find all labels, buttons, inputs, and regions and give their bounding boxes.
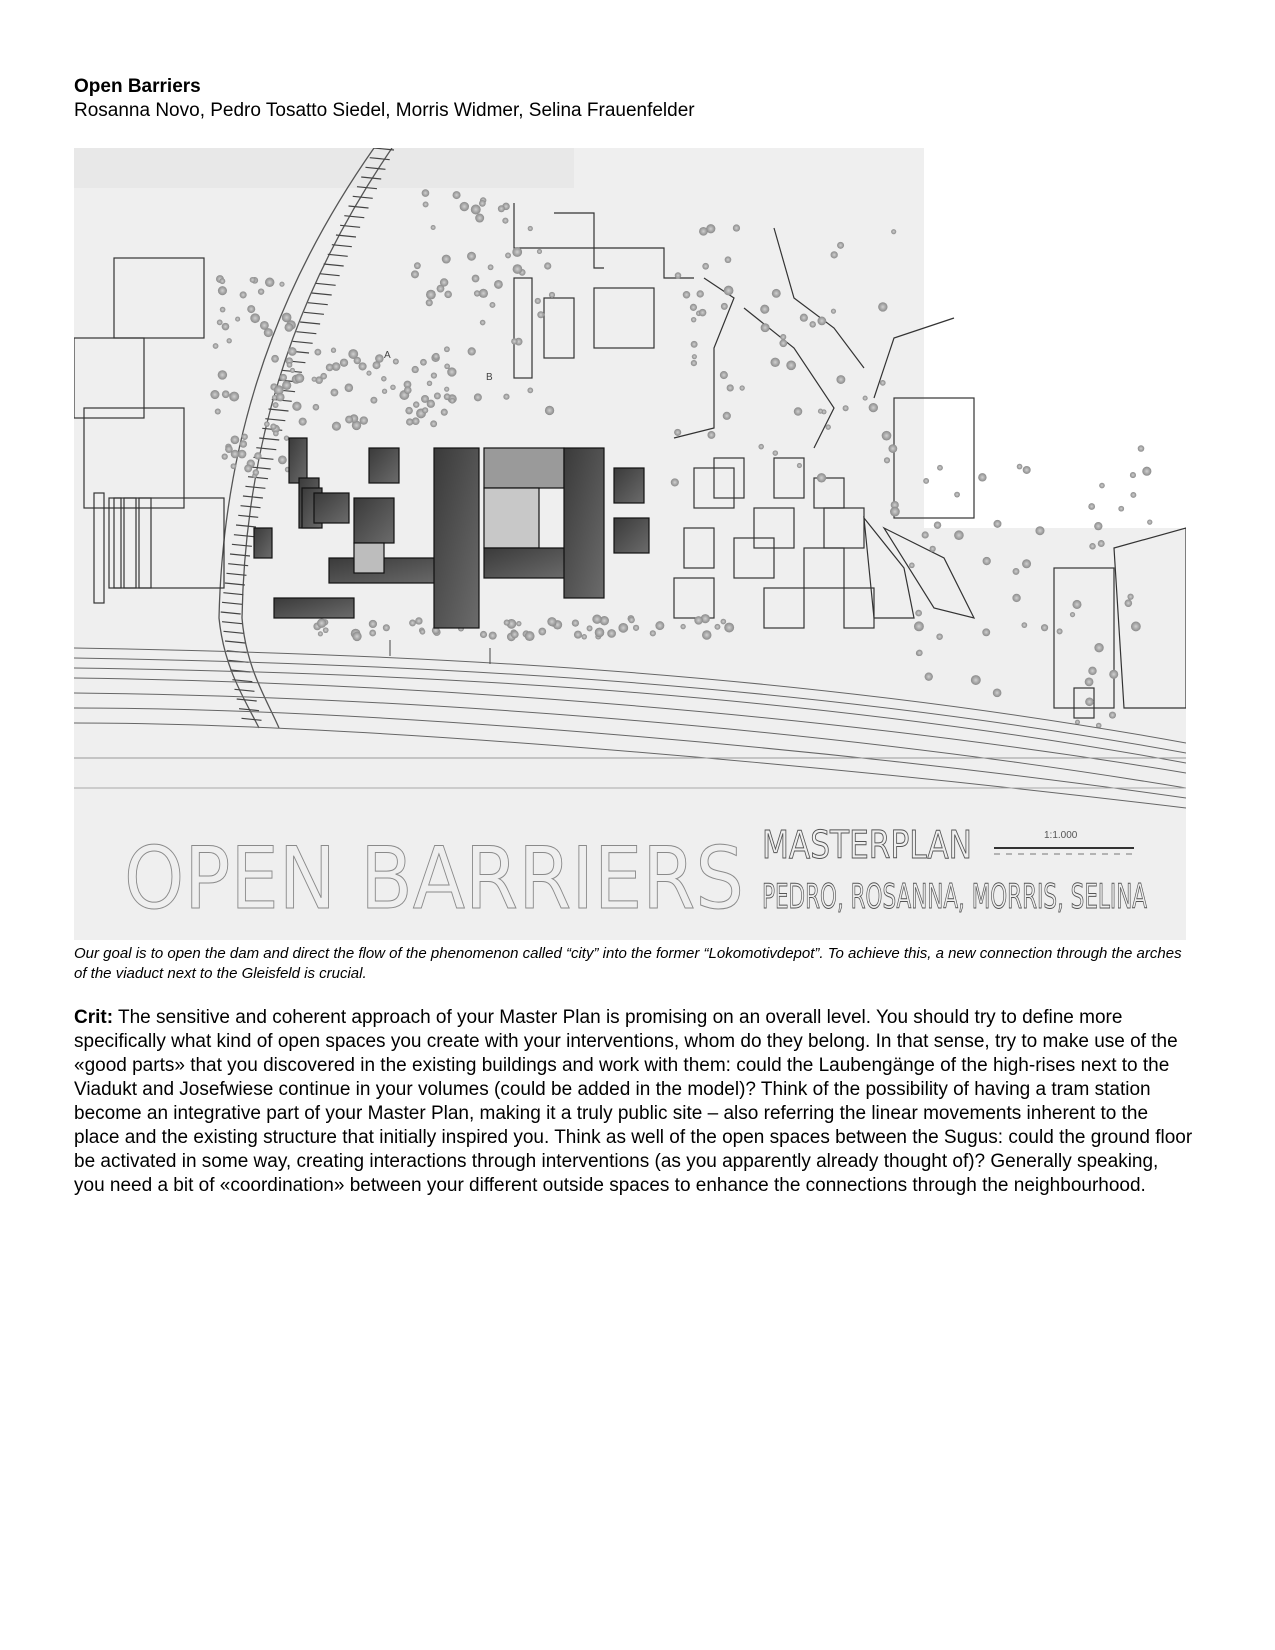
tree <box>1085 677 1094 686</box>
tree <box>299 418 307 426</box>
tree <box>888 444 897 453</box>
tree <box>240 440 248 448</box>
tree <box>884 457 890 463</box>
tree <box>1035 526 1044 535</box>
tree <box>250 277 256 283</box>
tree <box>489 632 497 640</box>
tree <box>280 374 287 381</box>
tree <box>479 200 486 207</box>
tree <box>837 242 844 249</box>
tree <box>971 675 981 685</box>
tree <box>250 313 260 323</box>
tree <box>345 384 354 393</box>
tree <box>843 405 849 411</box>
tree <box>513 264 523 274</box>
tree <box>320 373 327 380</box>
tree <box>954 530 964 540</box>
tree <box>675 272 681 278</box>
tree <box>431 372 437 378</box>
tree <box>721 619 727 625</box>
tree <box>535 298 541 304</box>
tree <box>1017 464 1023 470</box>
tree <box>340 359 348 367</box>
tree <box>760 305 769 314</box>
tree <box>215 409 221 415</box>
tree <box>937 465 943 471</box>
tree <box>231 435 240 444</box>
tree <box>444 291 452 299</box>
tree <box>406 418 413 425</box>
tree <box>628 617 635 624</box>
tree <box>282 313 292 323</box>
tree <box>240 291 247 298</box>
tree <box>633 625 639 631</box>
tree <box>772 289 781 298</box>
tree <box>1057 628 1063 634</box>
tree <box>235 317 240 322</box>
tree <box>880 380 886 386</box>
tree <box>295 373 305 383</box>
tree <box>758 444 763 449</box>
tree <box>707 431 715 439</box>
crit-paragraph <box>74 1006 1194 1198</box>
tree <box>285 323 294 332</box>
tree <box>1072 600 1081 609</box>
tree <box>1118 506 1124 512</box>
tree <box>217 319 223 325</box>
tree <box>739 385 744 390</box>
crit-text: The sensitive and coherent approach of your Master Plan is promising on an overall level. You should try to define more specifically what kind of open spaces you create with your interventions, whom do they belong. In that sense, try to make use of the «good parts» that you discovered in the existing buildings and work with them: could the Laubengänge of the high-rises next to the Viadukt and Josefwiese continue in your volumes (could be added in the model)? Think of the possibility of having a tram station become an integrative part of your Master Plan, making it a truly public site – also referring the linear movements inherent to the place and the existing structure that initially inspired you. Think as well of the open spaces between the Sugus: could the ground floor be activated in some way, creating interactions through interventions (as you apparently already thought of)? Generally speaking, you need a bit of «coordination» between your different outside spaces to enhance the connections through the neighbourhood. <box>74 1007 1193 1196</box>
tree <box>761 323 770 332</box>
tree <box>572 619 579 626</box>
tree <box>412 366 419 373</box>
tree <box>258 288 264 294</box>
drawing-subtitle: MASTERPLAN <box>762 823 972 867</box>
tree <box>1089 543 1095 549</box>
tree <box>414 262 421 269</box>
tree <box>909 563 915 569</box>
tree <box>512 247 522 257</box>
tree <box>409 619 416 626</box>
tree <box>547 617 556 626</box>
tree <box>724 623 734 633</box>
tree <box>488 264 494 270</box>
tree <box>279 282 284 287</box>
tree <box>545 406 554 415</box>
tree <box>595 628 605 638</box>
tree <box>472 275 480 283</box>
tree <box>516 621 521 626</box>
tree <box>891 229 896 234</box>
tree <box>982 628 990 636</box>
tree <box>1094 522 1102 530</box>
tree <box>312 377 317 382</box>
tree <box>724 286 734 296</box>
tree <box>1125 599 1133 607</box>
tree <box>467 252 476 261</box>
tree <box>592 614 601 623</box>
document-title: Open Barriers <box>74 76 201 97</box>
tree <box>415 617 422 624</box>
tree <box>1070 612 1075 617</box>
tree <box>218 286 227 295</box>
tree <box>475 214 484 223</box>
tree <box>721 303 728 310</box>
tree <box>288 347 297 356</box>
tree <box>1109 670 1118 679</box>
tree <box>370 397 377 404</box>
masterplan-drawing <box>74 148 1186 940</box>
tree <box>271 355 279 363</box>
tree <box>244 464 252 472</box>
tree <box>313 404 320 411</box>
tree <box>423 201 429 207</box>
tree <box>359 362 367 370</box>
tree <box>537 311 544 318</box>
tree <box>430 420 437 427</box>
tree <box>231 463 237 469</box>
tree <box>582 634 587 639</box>
tree <box>326 364 334 372</box>
tree <box>794 407 802 415</box>
tree <box>442 255 451 264</box>
tree <box>323 627 329 633</box>
tree <box>490 302 496 308</box>
tree <box>222 390 230 398</box>
tree <box>314 349 321 356</box>
tree <box>229 392 239 402</box>
tree <box>278 455 287 464</box>
tree <box>453 191 461 199</box>
tree <box>427 400 435 408</box>
tree <box>923 478 929 484</box>
tree <box>882 431 892 441</box>
tree <box>498 205 505 212</box>
tree <box>773 450 779 456</box>
tree <box>733 224 740 231</box>
tree <box>503 394 509 400</box>
tree <box>779 339 787 347</box>
tree <box>276 393 285 402</box>
tree <box>878 302 887 311</box>
tree <box>474 393 482 401</box>
tree <box>1013 568 1020 575</box>
tree <box>607 629 616 638</box>
tree <box>537 249 542 254</box>
tree <box>683 291 690 298</box>
tree <box>1098 540 1105 547</box>
tree <box>915 610 922 617</box>
tree <box>318 631 323 636</box>
tree <box>809 321 815 327</box>
tree <box>317 619 326 628</box>
tree <box>618 623 628 633</box>
tree <box>936 633 942 639</box>
tree <box>869 403 878 412</box>
tree <box>994 520 1002 528</box>
tree <box>699 227 708 236</box>
tree <box>1130 472 1136 478</box>
tree <box>253 469 259 475</box>
authors-line: Rosanna Novo, Pedro Tosatto Siedel, Morris Widmer, Selina Frauenfelder <box>74 100 695 121</box>
tree <box>544 262 551 269</box>
tree <box>1094 643 1103 652</box>
tree <box>702 263 709 270</box>
tree <box>227 338 232 343</box>
tree <box>270 424 276 430</box>
tree <box>797 463 802 468</box>
tree <box>993 689 1002 698</box>
tree <box>494 280 503 289</box>
tree <box>444 387 449 392</box>
tree <box>863 396 868 401</box>
tree <box>691 317 696 322</box>
tree <box>831 309 836 314</box>
tree <box>922 531 929 538</box>
tree <box>426 290 436 300</box>
tree <box>1142 467 1151 476</box>
tree <box>1041 624 1048 631</box>
drawing-names: PEDRO, ROSANNA, MORRIS, SELINA <box>762 877 1147 917</box>
tree <box>691 341 698 348</box>
tree <box>241 434 247 440</box>
tree <box>694 616 703 625</box>
tree <box>273 431 279 437</box>
tree <box>360 416 368 424</box>
tree <box>366 371 371 376</box>
tree <box>697 290 704 297</box>
tree <box>265 278 274 287</box>
tree <box>502 218 508 224</box>
tree <box>393 358 399 364</box>
tree <box>290 368 295 373</box>
tree <box>426 299 433 306</box>
tree <box>511 630 519 638</box>
tree <box>1021 622 1027 628</box>
tree <box>1088 667 1096 675</box>
tree <box>914 621 924 631</box>
tree <box>260 321 269 330</box>
tree <box>264 421 270 427</box>
tree <box>505 252 511 258</box>
tree <box>247 305 255 313</box>
tree <box>411 270 419 278</box>
section-marker-b: B <box>486 372 493 383</box>
tree <box>345 416 353 424</box>
tree <box>671 478 679 486</box>
tree <box>431 225 436 230</box>
tree <box>1012 594 1020 602</box>
tree <box>527 388 533 394</box>
tree <box>817 317 826 326</box>
tree <box>474 290 480 296</box>
tree <box>273 402 279 408</box>
tree <box>210 390 219 399</box>
section-marker-a: A <box>384 350 391 361</box>
tree <box>655 621 664 630</box>
tree <box>480 631 487 638</box>
tree <box>1130 492 1136 498</box>
drawing-scale: 1:1.000 <box>1044 830 1078 841</box>
tree <box>1127 594 1133 600</box>
tree <box>292 402 301 411</box>
tree <box>1109 712 1116 719</box>
tree <box>511 338 517 344</box>
tree <box>890 507 900 517</box>
tree <box>460 202 469 211</box>
tree <box>441 409 448 416</box>
tree <box>369 620 377 628</box>
tree <box>1088 503 1095 510</box>
tree <box>282 381 291 390</box>
tree <box>725 256 732 263</box>
tree <box>934 521 941 528</box>
tree <box>714 624 720 630</box>
tree <box>284 435 289 440</box>
drawing-main-title: OPEN BARRIERS <box>124 829 744 929</box>
tree <box>930 546 936 552</box>
tree <box>427 381 432 386</box>
tree <box>254 452 261 459</box>
tree <box>818 409 823 414</box>
tree <box>369 630 376 637</box>
tree <box>449 398 455 404</box>
tree <box>447 367 456 376</box>
tree <box>331 348 336 353</box>
tree <box>404 386 412 394</box>
tree <box>817 473 826 482</box>
tree <box>650 630 656 636</box>
tree <box>1023 466 1031 474</box>
tree <box>692 354 697 359</box>
tree <box>528 226 533 231</box>
tree <box>549 292 555 298</box>
tree <box>674 429 681 436</box>
tree <box>1085 697 1094 706</box>
tree <box>420 629 426 635</box>
tree <box>720 371 728 379</box>
tree <box>373 361 381 369</box>
tree <box>836 375 845 384</box>
tree <box>800 314 808 322</box>
crit-label: Crit: <box>74 1007 114 1028</box>
tree <box>954 492 960 498</box>
tree <box>723 412 731 420</box>
tree <box>468 347 476 355</box>
tree <box>978 473 986 481</box>
tree <box>691 360 697 366</box>
tree <box>422 407 428 413</box>
tree <box>222 454 228 460</box>
tree <box>538 628 546 636</box>
tree <box>525 631 535 641</box>
tree <box>405 407 413 415</box>
figure-caption: Our goal is to open the dam and direct the flow of the phenomenon called “city” into the former “Lokomotivdepot”. To achieve this, a new connection through the arches of the viaduct next to the Gleisfeld is crucial. <box>74 945 1182 982</box>
tree <box>925 672 933 680</box>
tree <box>825 424 830 429</box>
tree <box>471 204 481 214</box>
tree <box>444 393 451 400</box>
tree <box>352 632 361 641</box>
tree <box>831 251 838 258</box>
tree <box>413 401 419 407</box>
tree <box>1147 519 1152 524</box>
tree <box>1022 559 1031 568</box>
tree <box>1099 483 1105 489</box>
tree <box>770 358 779 367</box>
tree <box>1131 622 1141 632</box>
tree <box>218 370 227 379</box>
tree <box>480 320 486 326</box>
tree <box>440 278 448 286</box>
tree <box>381 376 386 381</box>
tree <box>786 360 796 370</box>
tree <box>699 309 707 317</box>
tree <box>916 650 922 656</box>
tree <box>287 362 293 368</box>
tree <box>680 624 685 629</box>
tree <box>574 631 582 639</box>
tree <box>727 384 734 391</box>
tree <box>420 359 427 366</box>
tree <box>780 334 786 340</box>
tree <box>444 346 450 352</box>
tree <box>222 323 230 331</box>
tree <box>422 189 430 197</box>
tree <box>332 422 341 431</box>
tree <box>690 304 697 311</box>
tree <box>587 625 593 631</box>
tree <box>225 445 233 453</box>
tree <box>213 343 219 349</box>
tree <box>383 624 390 631</box>
tree <box>433 353 440 360</box>
tree <box>434 392 441 399</box>
tree <box>330 389 338 397</box>
tree <box>504 620 510 626</box>
tree <box>390 385 395 390</box>
tree <box>1138 445 1145 452</box>
tree <box>702 630 711 639</box>
tree <box>382 389 387 394</box>
tree <box>983 557 991 565</box>
tree <box>354 357 361 364</box>
tree <box>220 307 226 313</box>
tree <box>219 278 225 284</box>
